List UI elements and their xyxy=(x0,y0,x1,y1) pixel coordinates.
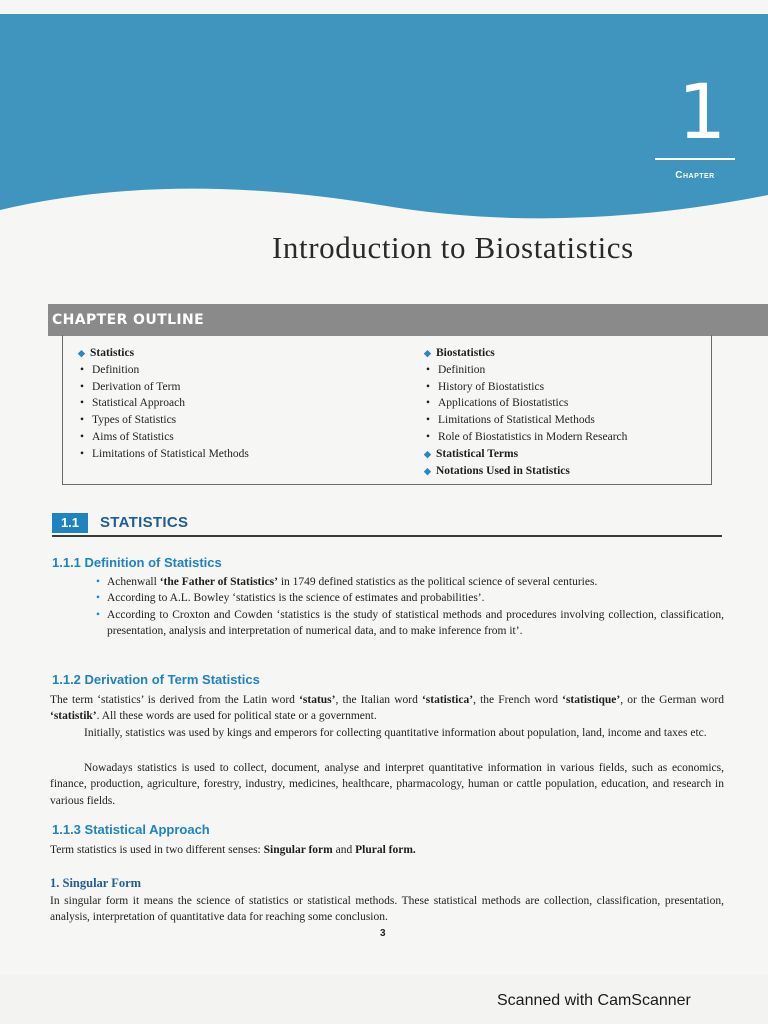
page-number: 3 xyxy=(380,928,386,939)
outline-item: • Types of Statistics xyxy=(78,412,398,429)
paragraph: The term ‘statistics’ is derived from the Latin word ‘status’, the Italian word ‘statistica’, the French word ‘statistique’, or the German word ‘statistik’. All these words are used for political state or a government. xyxy=(50,694,724,723)
outline-right-heading: ◆ Biostatistics xyxy=(424,345,714,362)
diamond-bullet-icon: ◆ xyxy=(424,348,431,358)
section-rule xyxy=(52,535,722,537)
diamond-bullet-icon: ◆ xyxy=(424,465,431,476)
diamond-bullet-icon: ◆ xyxy=(424,448,431,459)
diamond-bullet-icon: ◆ xyxy=(78,348,85,358)
outline-item: ◆ Notations Used in Statistics xyxy=(424,463,714,480)
outline-item: • Limitations of Statistical Methods xyxy=(78,446,398,463)
outline-item: • Role of Biostatistics in Modern Research xyxy=(424,429,714,446)
outline-item: • Definition xyxy=(78,362,398,379)
chapter-rule xyxy=(655,158,735,160)
outline-item: • Applications of Biostatistics xyxy=(424,395,714,412)
list-item: • According to A.L. Bowley ‘statistics is the science of estimates and probabilities’. xyxy=(96,590,724,606)
chapter-number: 1 xyxy=(677,67,727,156)
subsection-heading-approach: 1.1.3 Statistical Approach xyxy=(52,822,210,837)
outline-left-heading: ◆ Statistics xyxy=(78,345,398,362)
section-title: STATISTICS xyxy=(100,514,189,531)
outline-item: • Aims of Statistics xyxy=(78,429,398,446)
list-item: • Achenwall ‘the Father of Statistics’ in 1749 defined statistics as the political science of several centuries. xyxy=(96,574,724,590)
paragraph: Initially, statistics was used by kings and emperors for collecting quantitative information about population, land, income and taxes etc. xyxy=(84,727,707,739)
scanner-watermark: Scanned with CamScanner xyxy=(497,992,691,1009)
definition-bullets xyxy=(96,574,724,640)
outline-item: • Definition xyxy=(424,362,714,379)
outline-item: • Derivation of Term xyxy=(78,379,398,396)
chapter-outline-title: CHAPTER OUTLINE xyxy=(52,312,205,328)
header-band xyxy=(0,0,768,230)
outline-item: • History of Biostatistics xyxy=(424,379,714,396)
singular-form-heading: 1. Singular Form xyxy=(50,876,142,890)
chapter-label: Chapter xyxy=(675,170,715,181)
list-item: • According to Croxton and Cowden ‘statistics is the study of statistical methods and procedures involving collection, classification, presentation, analysis and interpretation of numerical data, and to make inference from it’. xyxy=(96,607,724,640)
paragraph: Term statistics is used in two different senses: Singular form and Plural form. xyxy=(50,844,416,856)
subsection-heading-definition: 1.1.1 Definition of Statistics xyxy=(52,555,222,570)
subsection-heading-derivation: 1.1.2 Derivation of Term Statistics xyxy=(52,672,260,687)
chapter-title: Introduction to Biostatistics xyxy=(272,230,634,265)
paragraph: In singular form it means the science of statistics or statistical methods. These statistical methods are collection, classification, presentation, analysis, interpretation of quantitative data for reaching some conclusion. xyxy=(50,895,724,924)
outline-item: • Limitations of Statistical Methods xyxy=(424,412,714,429)
outline-right-column xyxy=(424,345,714,479)
outline-item: • Statistical Approach xyxy=(78,395,398,412)
outline-item: ◆ Statistical Terms xyxy=(424,446,714,463)
section-number: 1.1 xyxy=(52,513,88,533)
outline-left-column xyxy=(78,345,398,463)
paragraph: Nowadays statistics is used to collect, document, analyse and interpret quantitative information in various fields, such as economics, finance, production, agriculture, forestry, industry, medicines, healthcare, pharmacology, human or cattle population, education, and research in various fields. xyxy=(50,762,724,807)
